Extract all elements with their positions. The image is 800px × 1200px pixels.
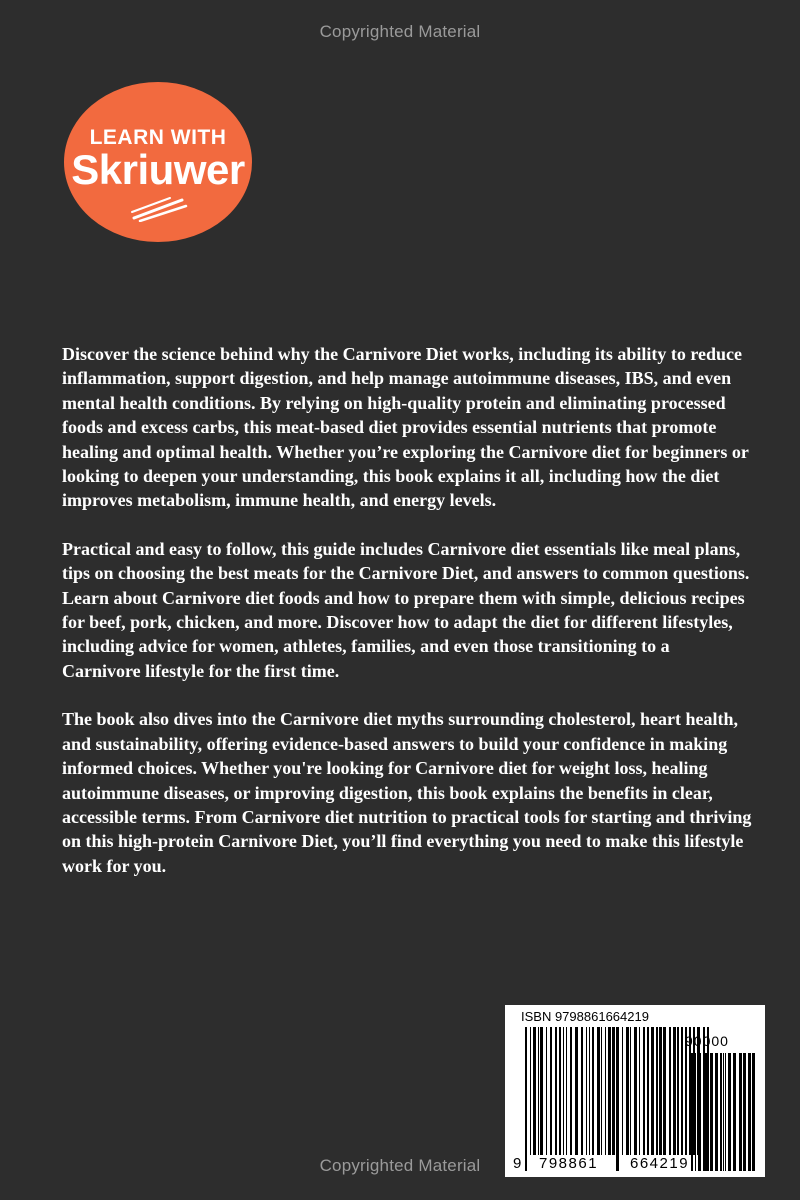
blurb-paragraph-2: Practical and easy to follow, this guide includes Carnivore diet essentials like meal plans, tips on choosing the best meats for the Carnivore Diet, and answers to common questions. Learn about Carnivore diet foods and how to prepare them with simple, delicious recipes for beef, pork, chicken, and more. Discover how to adapt the diet for different lifestyles, including advice for women, athletes, families, and even those transitioning to a Carnivore lifestyle for the first time.	[62, 538, 750, 681]
copyright-watermark-top: Copyrighted Material	[319, 22, 481, 41]
barcode-bar	[698, 1053, 701, 1171]
barcode-bar	[570, 1027, 572, 1155]
blurb-paragraph-1: Discover the science behind why the Carnivore Diet works, including its ability to reduce inflammation, support digestion, and help manage autoimmune diseases, IBS, and even mental health conditions. By relying on high-quality protein and eliminating processed foods and excess carbs, this meat-based diet provides essential nutrients that promote healing and optimal health. Whether you’re exploring the Carnivore diet for beginners or looking to deepen your understanding, this book explains it all, including how the diet improves metabolism, immune health, and energy levels.	[62, 344, 749, 511]
barcode-bar	[612, 1027, 615, 1155]
barcode-bar	[592, 1027, 594, 1155]
barcode-bar	[733, 1053, 736, 1171]
barcode-bar	[739, 1053, 742, 1171]
barcode-bar	[663, 1027, 666, 1155]
barcode-bar	[639, 1027, 640, 1155]
barcode-bar	[597, 1027, 600, 1155]
barcode-bar	[643, 1027, 645, 1155]
barcode-bar	[622, 1027, 623, 1155]
barcode-bar	[555, 1027, 557, 1155]
blurb-paragraph-3: The book also dives into the Carnivore diet myths surrounding cholesterol, heart health, and sustainability, offering evidence-based answers to build your confidence in making informed choices. Whether you're looking for Carnivore diet for weight loss, healing autoimmune diseases, or improving digestion, this book explains the benefits in clear, accessible terms. From Carnivore diet nutrition to practical tools for starting and thriving on this high-protein Carnivore Diet, you’ll find everything you need to make this lifestyle work for you.	[62, 709, 752, 876]
barcode-bar	[550, 1027, 552, 1155]
barcode-bar	[685, 1053, 686, 1171]
barcode-bar	[540, 1027, 543, 1155]
barcode-bar	[601, 1027, 602, 1155]
barcode-bar	[608, 1027, 611, 1155]
barcode-bar	[589, 1027, 590, 1155]
barcode-bar	[704, 1053, 707, 1171]
barcode-bar	[695, 1053, 696, 1171]
barcode-bar	[677, 1027, 679, 1155]
barcode-bar	[586, 1027, 587, 1155]
barcode-bar	[605, 1027, 606, 1155]
barcode-bar	[725, 1053, 726, 1171]
barcode-bar	[691, 1053, 693, 1171]
logo-brand-name: Skriuwer	[71, 146, 245, 193]
barcode-bar	[656, 1027, 658, 1155]
barcode-digits-left: 798861	[539, 1155, 599, 1172]
barcode-bar	[669, 1027, 671, 1155]
barcode-bar	[533, 1027, 536, 1155]
barcode-digits-right: 664219	[630, 1155, 690, 1172]
barcode-bar	[538, 1027, 539, 1155]
barcode-bar	[723, 1053, 724, 1171]
barcode-bar	[673, 1027, 676, 1155]
barcode-bar	[626, 1027, 629, 1155]
barcode-graphic	[505, 1005, 765, 1177]
barcode-bar	[720, 1053, 722, 1171]
claw-marks-icon	[130, 194, 190, 222]
barcode-bar	[728, 1053, 731, 1171]
barcode-bar	[647, 1027, 649, 1155]
barcode-bar	[546, 1027, 547, 1155]
price-code: 90000	[685, 1033, 729, 1049]
barcode-digit-first: 9	[513, 1155, 523, 1172]
barcode-bar	[634, 1027, 637, 1155]
isbn-barcode-panel	[505, 1005, 765, 1177]
barcode-bar	[616, 1027, 619, 1171]
isbn-label: ISBN 9798861664219	[521, 1009, 649, 1024]
barcode-bar	[659, 1027, 662, 1155]
barcode-bar	[575, 1027, 578, 1155]
barcode-bar	[581, 1027, 583, 1155]
barcode-bar	[689, 1053, 690, 1171]
barcode-bar	[752, 1053, 755, 1171]
barcode-bar	[681, 1027, 683, 1155]
barcode-bar	[630, 1027, 631, 1155]
barcode-bar	[530, 1027, 531, 1155]
barcode-bar	[748, 1053, 751, 1171]
barcode-bar	[710, 1053, 713, 1171]
back-cover-blurb	[62, 342, 752, 902]
barcode-bar	[743, 1053, 746, 1171]
logo-tagline: LEARN WITH	[89, 126, 227, 149]
barcode-bar	[651, 1027, 654, 1155]
copyright-watermark-bottom: Copyrighted Material	[319, 1156, 481, 1175]
barcode-bar	[559, 1027, 561, 1155]
barcode-bar	[715, 1053, 718, 1171]
barcode-bar	[566, 1027, 567, 1155]
barcode-bar	[563, 1027, 564, 1155]
barcode-bar	[525, 1027, 527, 1171]
publisher-logo	[64, 82, 252, 242]
